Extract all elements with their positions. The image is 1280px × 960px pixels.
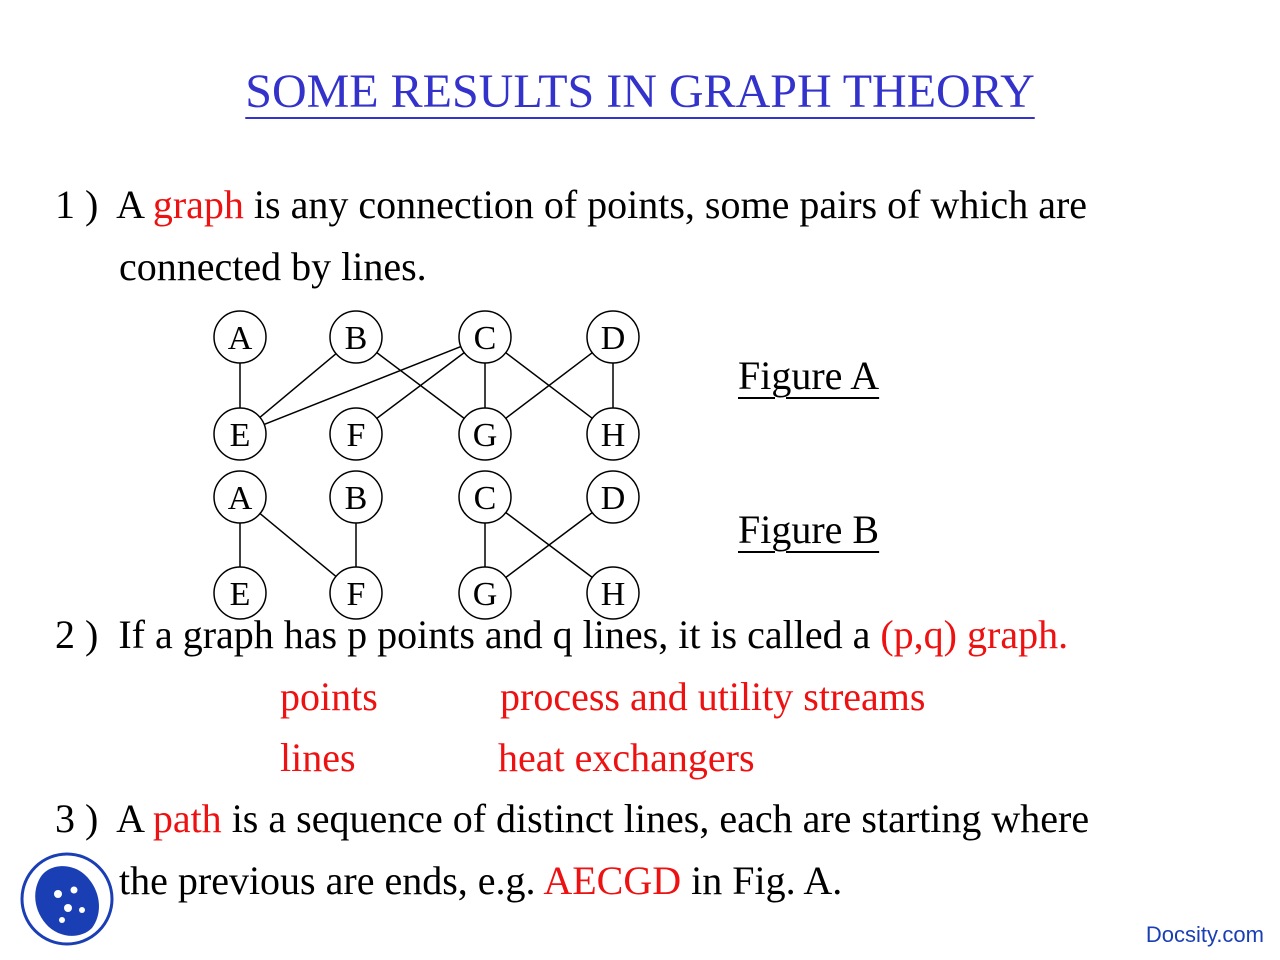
figure-b-node-label-B: B bbox=[344, 480, 368, 517]
figure-a-graph bbox=[214, 311, 639, 460]
item-3-line-2: the previous are ends, e.g. AECGD in Fig. A. bbox=[119, 858, 843, 903]
figure-b-node-label-E: E bbox=[229, 576, 251, 613]
item-3-number: 3 ) bbox=[55, 796, 99, 841]
page-title: SOME RESULTS IN GRAPH THEORY bbox=[245, 65, 1035, 118]
figure-a-node-label-G: G bbox=[472, 417, 498, 454]
figure-b-node-label-A: A bbox=[227, 480, 253, 517]
item-1-line-2: connected by lines. bbox=[119, 244, 427, 289]
figure-b-node-label-G: G bbox=[472, 576, 498, 613]
term-graph: graph bbox=[152, 182, 244, 227]
figure-a-node-label-F: F bbox=[346, 417, 366, 454]
term-pq-graph: (p,q) graph. bbox=[880, 612, 1069, 657]
item-2-number: 2 ) bbox=[55, 612, 99, 657]
term-path: path bbox=[152, 796, 222, 841]
figure-a-edge-BE bbox=[260, 354, 336, 418]
docsity-logo-icon bbox=[18, 850, 116, 948]
item-2-line: 2 ) If a graph has p points and q lines, it is called a (p,q) graph. bbox=[55, 612, 1069, 657]
figure-a-label: Figure A bbox=[738, 353, 880, 398]
figure-b-node-label-D: D bbox=[600, 480, 626, 517]
figure-a-node-label-E: E bbox=[229, 417, 251, 454]
example-path: AECGD bbox=[543, 858, 682, 903]
figure-a-node-label-C: C bbox=[473, 320, 497, 357]
figure-b-label: Figure B bbox=[738, 507, 880, 552]
mapping-right-2: heat exchangers bbox=[498, 735, 755, 780]
mapping-left-2: lines bbox=[280, 735, 356, 780]
item-1-number: 1 ) bbox=[55, 182, 99, 227]
figure-a-node-label-H: H bbox=[600, 417, 626, 454]
mapping-right-1: process and utility streams bbox=[500, 674, 926, 719]
mapping-left-1: points bbox=[280, 674, 378, 719]
figure-a-node-label-D: D bbox=[600, 320, 626, 357]
figure-b-node-label-C: C bbox=[473, 480, 497, 517]
figure-b-graph bbox=[214, 471, 639, 619]
item-3-line-1: 3 ) A path is a sequence of distinct lines, each are starting where bbox=[55, 796, 1090, 841]
figure-a-node-label-B: B bbox=[344, 320, 368, 357]
item-1-line-1: 1 ) A graph is any connection of points, some pairs of which are bbox=[55, 182, 1088, 227]
figure-b-node-label-H: H bbox=[600, 576, 626, 613]
figure-b-node-label-F: F bbox=[346, 576, 366, 613]
figure-a-node-label-A: A bbox=[227, 320, 253, 357]
docsity-watermark: Docsity.com bbox=[1145, 922, 1264, 947]
figure-b-edge-AF bbox=[260, 514, 336, 577]
